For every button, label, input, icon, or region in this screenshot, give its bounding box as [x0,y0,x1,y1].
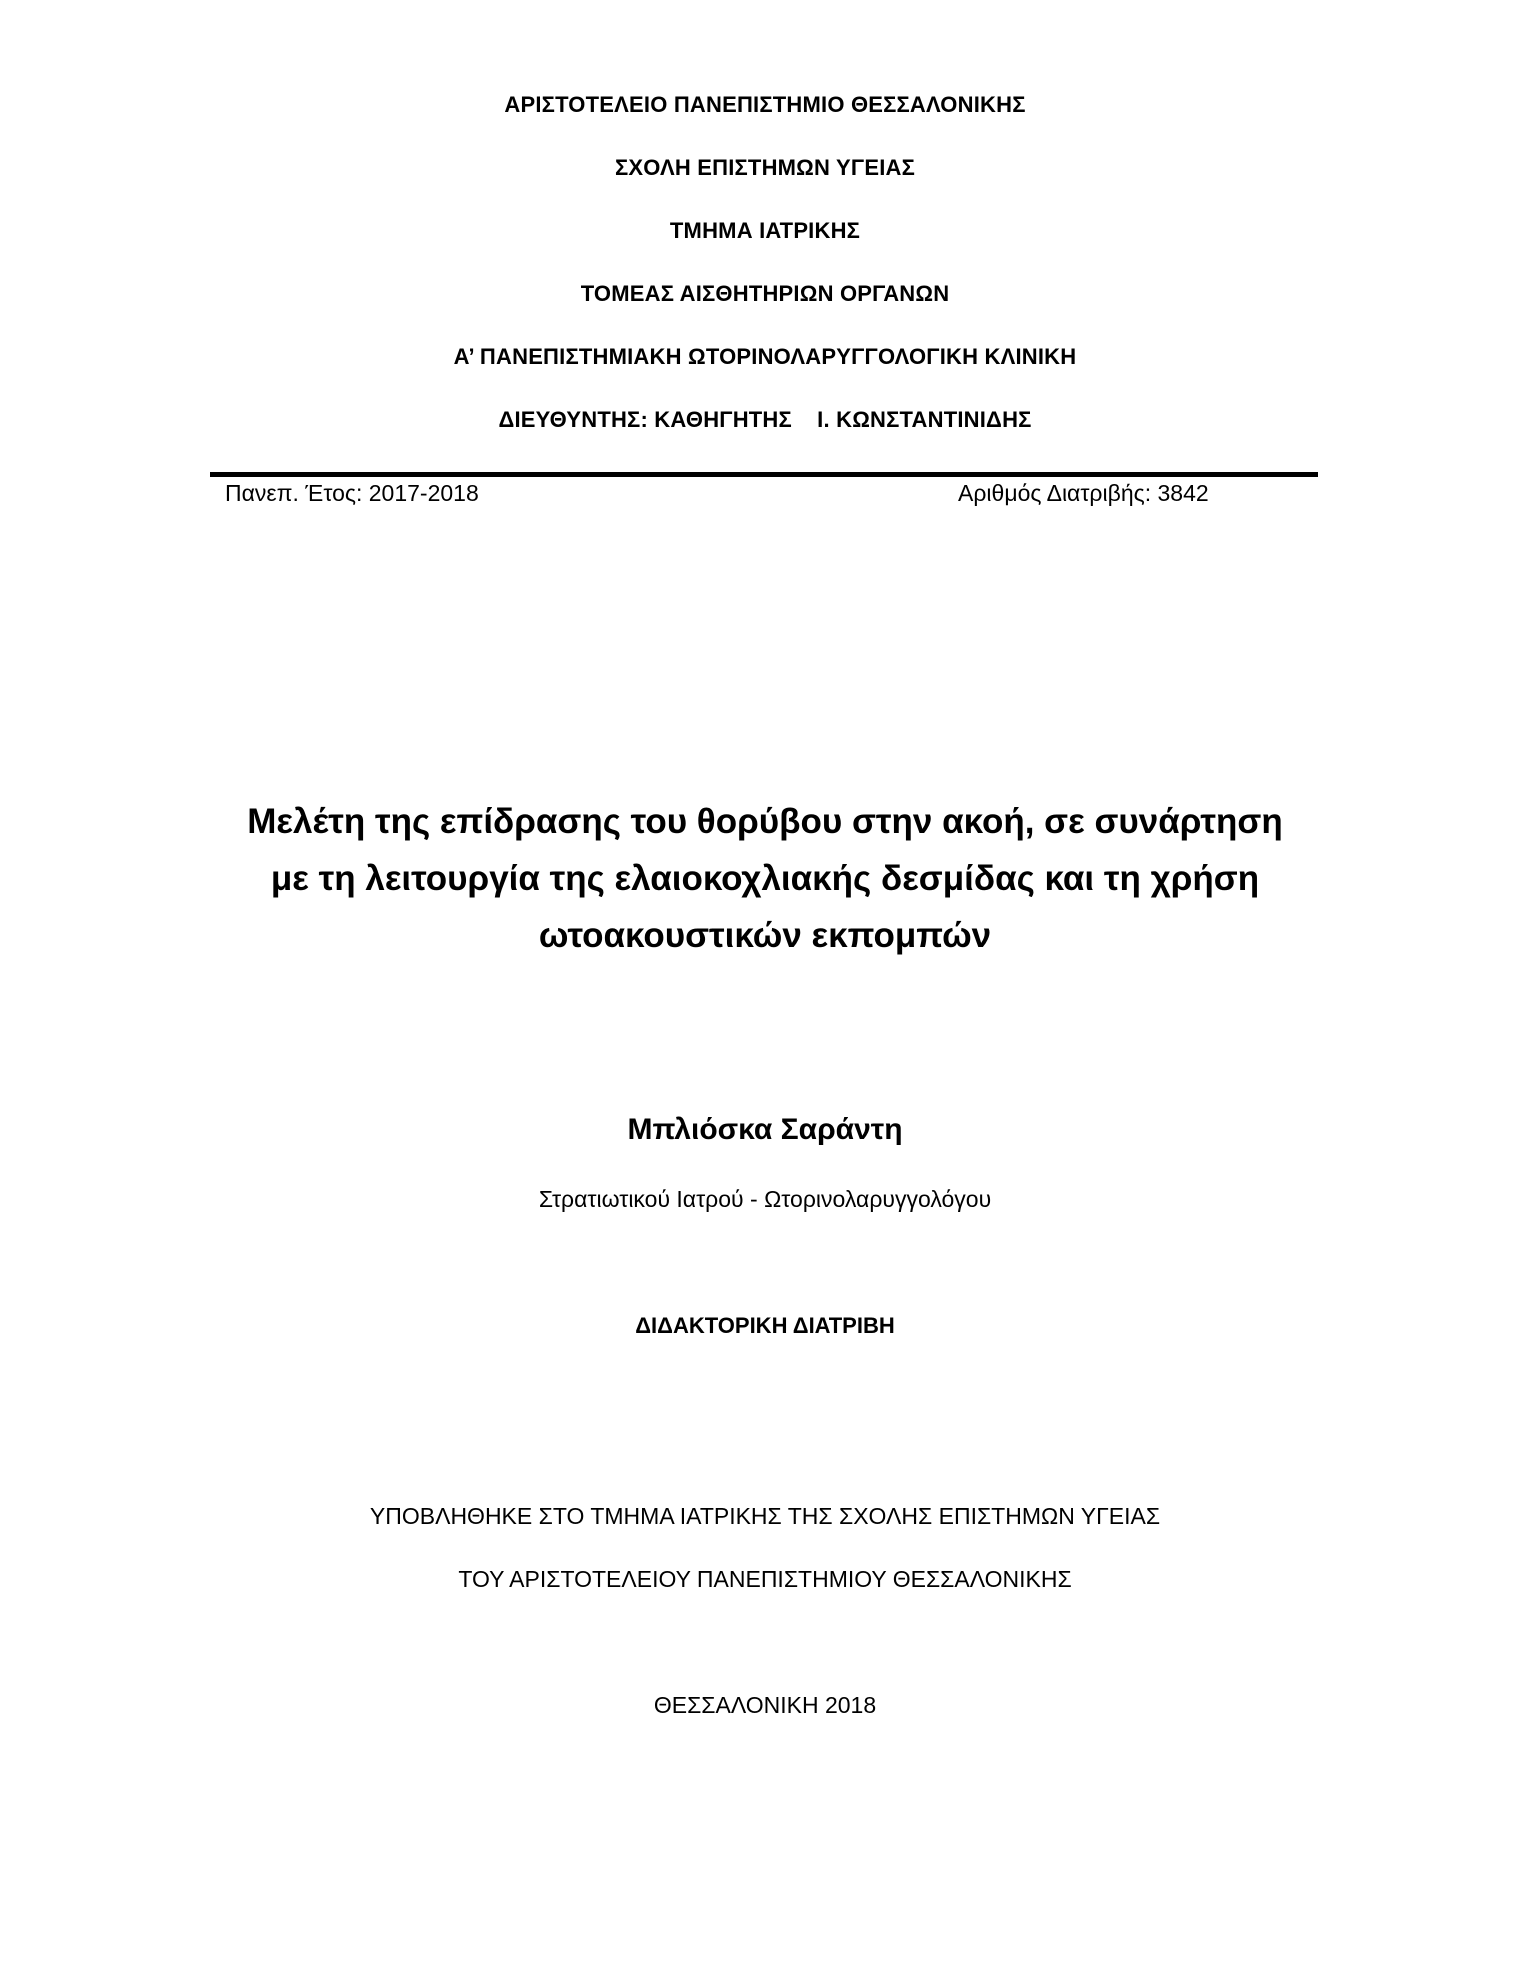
sector-name: ΤΟΜΕΑΣ ΑΙΣΘΗΤΗΡΙΩΝ ΟΡΓΑΝΩΝ [580,281,950,306]
director-line: ΔΙΕΥΘΥΝΤΗΣ: ΚΑΘΗΓΗΤΗΣ Ι. ΚΩΝΣΤΑΝΤΙΝΙΔΗΣ [498,407,1032,432]
place-date: ΘΕΣΣΑΛΟΝΙΚΗ 2018 [653,1692,877,1718]
thesis-number: Αριθμός Διατριβής: 3842 [958,480,1209,506]
author-name: Μπλιόσκα Σαράντη [627,1113,903,1146]
academic-year: Πανεπ. Έτος: 2017-2018 [225,480,479,506]
header-divider [210,472,1318,477]
submission-line-2: ΤΟΥ ΑΡΙΣΤΟΤΕΛΕΙΟΥ ΠΑΝΕΠΙΣΤΗΜΙΟΥ ΘΕΣΣΑΛΟΝΙΚΗΣ [458,1566,1072,1592]
thesis-title [200,793,1330,964]
thesis-title-line: ωτοακουστικών εκπομπών [538,916,992,955]
author-role: Στρατιωτικού Ιατρού - Ωτορινολαρυγγολόγου [538,1186,992,1212]
document-type: ΔΙΔΑΚΤΟΡΙΚΗ ΔΙΑΤΡΙΒΗ [635,1313,895,1338]
thesis-title-line: Μελέτη της επίδρασης του θορύβου στην ακοή, σε συνάρτηση [247,802,1283,841]
university-name: ΑΡΙΣΤΟΤΕΛΕΙΟ ΠΑΝΕΠΙΣΤΗΜΙΟ ΘΕΣΣΑΛΟΝΙΚΗΣ [504,92,1026,117]
clinic-name: Α’ ΠΑΝΕΠΙΣΤΗΜΙΑΚΗ ΩΤΟΡΙΝΟΛΑΡΥΓΓΟΛΟΓΙΚΗ ΚΛΙΝΙΚΗ [453,344,1077,369]
thesis-title-line: με τη λειτουργία της ελαιοκοχλιακής δεσμίδας και τη χρήση [270,859,1260,898]
school-name: ΣΧΟΛΗ ΕΠΙΣΤΗΜΩΝ ΥΓΕΙΑΣ [614,155,915,180]
submission-line-1: ΥΠΟΒΛΗΘΗΚΕ ΣΤΟ ΤΜΗΜΑ ΙΑΤΡΙΚΗΣ ΤΗΣ ΣΧΟΛΗΣ ΕΠΙΣΤΗΜΩΝ ΥΓΕΙΑΣ [369,1503,1161,1529]
department-name: ΤΜΗΜΑ ΙΑΤΡΙΚΗΣ [669,218,861,243]
